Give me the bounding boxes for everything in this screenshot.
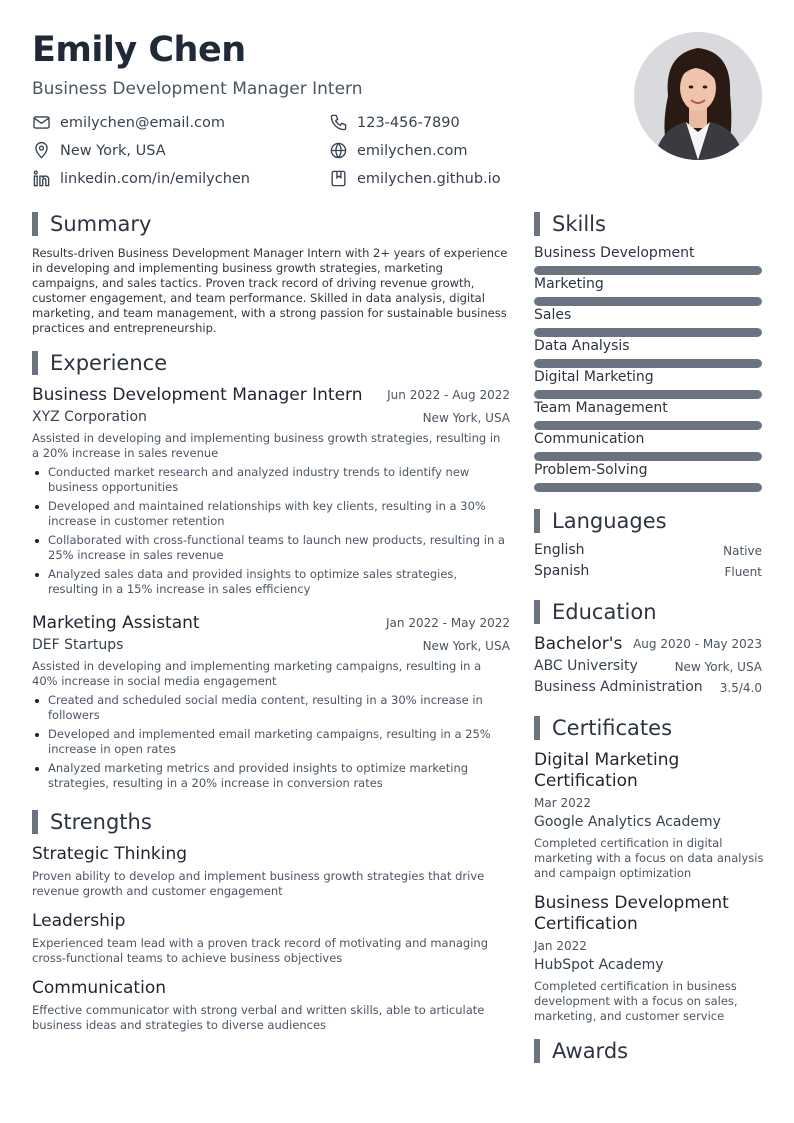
- skills-heading-text: Skills: [552, 212, 606, 236]
- job-bullet: Conducted market research and analyzed industry trends to identify new business opportunities: [32, 465, 510, 495]
- strengths-heading: [32, 810, 152, 834]
- strengths-heading-text: Strengths: [50, 810, 152, 834]
- contact-github[interactable]: [329, 169, 501, 188]
- section-accent-bar: [534, 509, 540, 533]
- section-accent-bar: [32, 212, 38, 236]
- awards-heading: [534, 1039, 628, 1063]
- skill-name: Team Management: [534, 400, 668, 416]
- summary-heading: [32, 212, 151, 236]
- strength-title: Leadership: [32, 911, 126, 931]
- profile-photo: [634, 32, 762, 160]
- skill-level-fill: [534, 421, 762, 430]
- section-accent-bar: [32, 810, 38, 834]
- location-text: New York, USA: [60, 142, 166, 159]
- linkedin-icon: [32, 169, 51, 188]
- experience-heading: [32, 351, 167, 375]
- skill-name: Business Development: [534, 245, 695, 261]
- skill-name: Problem-Solving: [534, 462, 648, 478]
- mail-icon: [32, 113, 51, 132]
- job-dates: Jan 2022 - May 2022: [386, 616, 510, 630]
- skill-level-bar: [534, 328, 762, 337]
- location-pin-icon: [32, 141, 51, 160]
- job-title: Marketing Assistant: [32, 613, 200, 633]
- job-company: XYZ Corporation: [32, 409, 147, 425]
- section-accent-bar: [32, 351, 38, 375]
- strength-text: Proven ability to develop and implement business growth strategies that drive revenue growth and customer engagement: [32, 869, 485, 898]
- education-field: Business Administration: [534, 679, 703, 695]
- summary-text: Results-driven Business Development Manager Intern with 2+ years of experience in developing and implementing business growth strategies, marketing campaigns, and sales tactics. Proven track record of driving revenue growth, customer engagement, and team performance. Skilled in data analysis, digital marketing, and team management, with a strong passion for sustainable business practices and entrepreneurship.: [32, 246, 508, 335]
- skill-level-fill: [534, 452, 762, 461]
- certificate-name: Digital Marketing Certification: [534, 750, 680, 791]
- skill-level-bar: [534, 359, 762, 368]
- certificate-date: Mar 2022: [534, 796, 591, 810]
- job-summary: Assisted in developing and implementing marketing campaigns, resulting in a 40% increase in social media engagement: [32, 659, 482, 688]
- job-bullet: Created and scheduled social media content, resulting in a 30% increase in followers: [32, 693, 510, 723]
- education-gpa: 3.5/4.0: [719, 681, 762, 695]
- strength-title: Communication: [32, 978, 166, 998]
- job-bullets: [32, 465, 510, 601]
- job-bullet: Analyzed marketing metrics and provided insights to optimize marketing strategies, resulting in a 20% increase in conversion rates: [32, 761, 510, 791]
- skill-level-fill: [534, 390, 762, 399]
- skill-level-bar: [534, 390, 762, 399]
- language-level: Native: [723, 544, 762, 558]
- skill-level-fill: [534, 297, 762, 306]
- job-company: DEF Startups: [32, 637, 124, 653]
- job-title: Business Development Manager Intern: [32, 385, 363, 405]
- job-bullet: Analyzed sales data and provided insights to optimize sales strategies, resulting in a 15% increase in sales efficiency: [32, 567, 510, 597]
- section-accent-bar: [534, 600, 540, 624]
- website-text: emilychen.com: [357, 142, 468, 159]
- language-name: English: [534, 542, 585, 558]
- certificates-heading: [534, 716, 672, 740]
- skill-name: Marketing: [534, 276, 604, 292]
- skill-level-bar: [534, 297, 762, 306]
- education-school: ABC University: [534, 658, 638, 674]
- certificate-desc: Completed certification in business development with a focus on sales, marketing, and customer service: [534, 979, 738, 1023]
- skill-level-bar: [534, 452, 762, 461]
- certificate-desc: Completed certification in digital marketing with a focus on data analysis and campaign optimization: [534, 836, 764, 880]
- skill-level-fill: [534, 266, 762, 275]
- contact-website[interactable]: [329, 141, 468, 160]
- candidate-title: Business Development Manager Intern: [32, 79, 363, 99]
- skill-level-bar: [534, 421, 762, 430]
- education-heading: [534, 600, 657, 624]
- skill-name: Data Analysis: [534, 338, 630, 354]
- skill-level-bar: [534, 483, 762, 492]
- strength-text: Experienced team lead with a proven track record of motivating and managing cross-functional teams to achieve business objectives: [32, 936, 488, 965]
- job-bullet: Developed and implemented email marketing campaigns, resulting in a 25% increase in open rates: [32, 727, 510, 757]
- phone-icon: [329, 113, 348, 132]
- strength-text: Effective communicator with strong verbal and written skills, able to articulate business ideas and strategies to diverse audiences: [32, 1003, 485, 1032]
- skills-heading: [534, 212, 606, 236]
- contact-email[interactable]: [32, 113, 225, 132]
- language-name: Spanish: [534, 563, 590, 579]
- skill-level-fill: [534, 328, 762, 337]
- experience-heading-text: Experience: [50, 351, 168, 375]
- job-bullet: Collaborated with cross-functional teams to launch new products, resulting in a 25% increase in sales revenue: [32, 533, 510, 563]
- certificates-heading-text: Certificates: [552, 716, 673, 740]
- strength-title: Strategic Thinking: [32, 844, 188, 864]
- github-text: emilychen.github.io: [357, 170, 501, 187]
- section-accent-bar: [534, 212, 540, 236]
- contact-location: [32, 141, 166, 160]
- education-dates: Aug 2020 - May 2023: [633, 637, 762, 651]
- certificate-date: Jan 2022: [534, 939, 587, 953]
- language-level: Fluent: [724, 565, 762, 579]
- education-heading-text: Education: [552, 600, 657, 624]
- section-accent-bar: [534, 716, 540, 740]
- contact-phone[interactable]: [329, 113, 460, 132]
- candidate-name: Emily Chen: [32, 30, 246, 70]
- phone-text: 123-456-7890: [357, 114, 460, 131]
- job-summary: Assisted in developing and implementing business growth strategies, resulting in a 20% increase in sales revenue: [32, 431, 501, 460]
- job-location: New York, USA: [422, 411, 510, 425]
- awards-heading-text: Awards: [552, 1039, 629, 1063]
- job-dates: Jun 2022 - Aug 2022: [387, 388, 510, 402]
- education-degree: Bachelor's: [534, 634, 623, 654]
- certificate-org: Google Analytics Academy: [534, 814, 721, 830]
- bookmark-icon: [329, 169, 348, 188]
- skill-level-fill: [534, 483, 762, 492]
- job-bullets: [32, 693, 510, 795]
- languages-heading-text: Languages: [552, 509, 667, 533]
- skill-name: Sales: [534, 307, 572, 323]
- languages-heading: [534, 509, 667, 533]
- section-accent-bar: [534, 1039, 540, 1063]
- education-location: New York, USA: [674, 660, 762, 674]
- job-location: New York, USA: [422, 639, 510, 653]
- summary-heading-text: Summary: [50, 212, 152, 236]
- skill-name: Digital Marketing: [534, 369, 654, 385]
- skill-level-fill: [534, 359, 762, 368]
- certificate-org: HubSpot Academy: [534, 957, 664, 973]
- skill-name: Communication: [534, 431, 645, 447]
- linkedin-text: linkedin.com/in/emilychen: [60, 170, 250, 187]
- contact-linkedin[interactable]: [32, 169, 250, 188]
- job-bullet: Developed and maintained relationships with key clients, resulting in a 30% increase in customer retention: [32, 499, 510, 529]
- globe-icon: [329, 141, 348, 160]
- email-text: emilychen@email.com: [60, 114, 226, 131]
- skill-level-bar: [534, 266, 762, 275]
- certificate-name: Business Development Certification: [534, 893, 729, 934]
